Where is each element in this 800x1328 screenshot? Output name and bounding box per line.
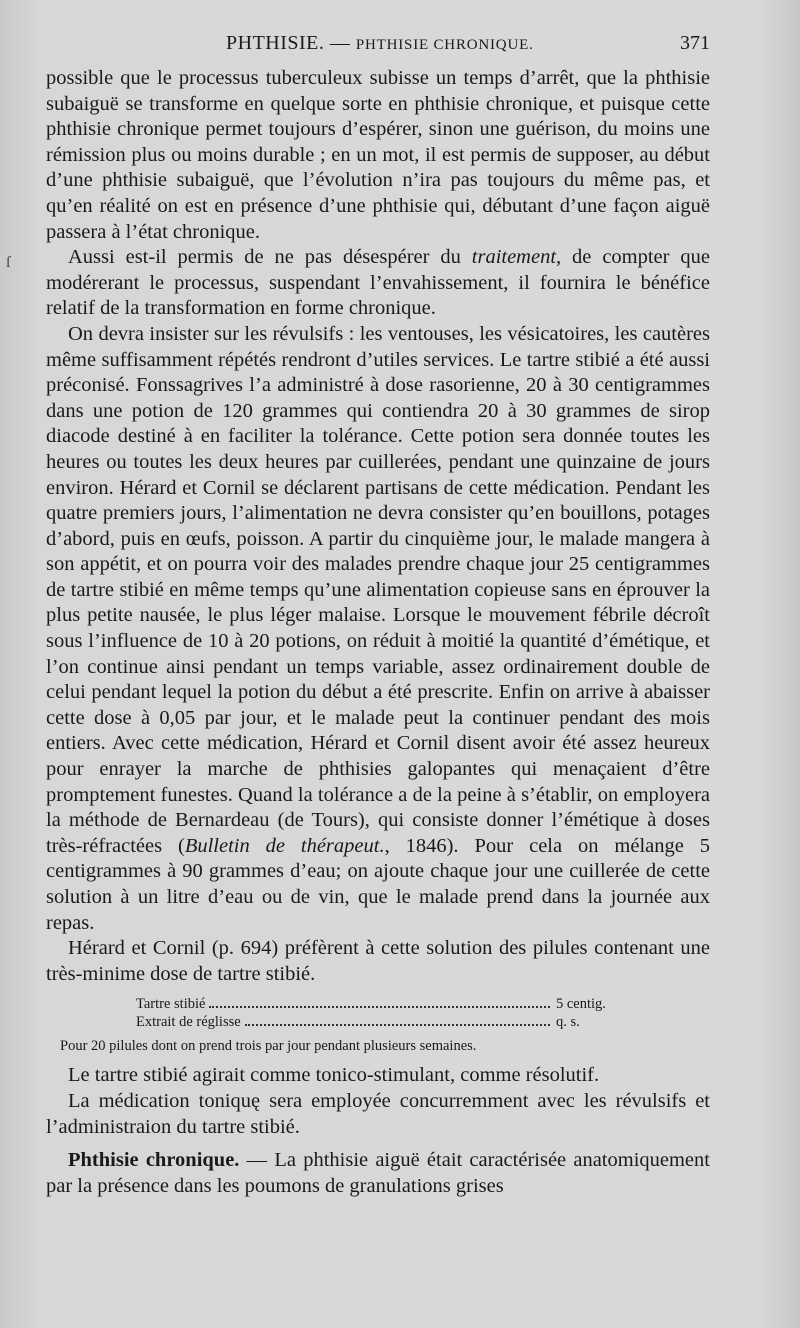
paragraph-6: La médication toniquę sera employée concurremment avec les révulsifs et l’administraion du tartre stibié. [46, 1089, 710, 1138]
recipe-row [136, 995, 616, 1013]
recipe-quantity: q. s. [556, 1014, 580, 1031]
paragraph-2 [46, 245, 710, 322]
paragraph-3-end: , 1846). Pour cela on mélange 5 centigrammes à 90 grammes d’eau; on ajoute chaque jour une cuillerée de cette solution à un litre d’eau ou de vin, que le malade prend dans la journée aux repas. [46, 834, 710, 934]
paragraph-1: possible que le processus tuberculeux subisse un temps d’arrêt, que la phthisie subaiguë se transforme en quelque sorte en phthisie chronique, et puisque cette phthisie chronique permet toujours d’espérer, sinon une guérison, du moins une rémission plus ou moins durable ; en un mot, il est permis de supposer, au début d’une phthisie subaiguë, que l’évolution n’ira pas toujours du même pas, et qu’en réalité on est en présence d’une phthisie qui, débutant d’une façon aiguë passera à l’état chronique. [46, 67, 710, 243]
paragraph-3-main: On devra insister sur les révulsifs : les ventouses, les vésicatoires, les cautères même suffisamment répétés rendront d’utiles services. Le tartre stibié a été aussi préconisé. Fonssagrives l’a administré à dose rasorienne, 20 à 30 centigrammes dans une potion de 120 grammes qui contiendra 20 à 30 grammes de sirop diacode destiné à en faciliter la tolérance. Cette potion sera donnée toutes les heures ou toutes les deux heures par cuillerées, pendant une quinzaine de jours environ. Hérard et Cornil se déclarent partisans de cette médication. Pendant les quatre premiers jours, l’alimentation ne devra consister qu’en bouillons, potages d’abord, puis en œufs, poisson. A partir du cinquième jour, le malade mangera à son appétit, et on pourra voir des malades prendre chaque jour 25 centigrammes de tartre stibié en même temps qu’une alimentation copieuse sans en éprouver la plus petite nausée, le plus léger malaise. Lorsque le mouvement fébrile décroît sous l’influence de 10 à 20 potions, on réduit à moitié la quantité d’émétique, et l’on continue ainsi pendant un temps variable, assez ordinairement double de celui pendant lequel la potion du début a été prescrite. Enfin on arrive à abaisser cette dose à 0,05 par jour, et le malade peut la continuer pendant des mois entiers. Avec cette médication, Hérard et Cornil disent avoir été assez heureux pour enrayer la marche de phthisies galopantes qui menaçaient d’être promptement funestes. Quand la tolérance a de la peine à s’établir, on employera la méthode de Bernardeau (de Tours), qui consiste donner l’émétique à doses très-réfractées ( [46, 322, 710, 857]
paragraph-4: Hérard et Cornil (p. 694) préfèrent à cette solution des pilules contenant une très-minime dose de tartre stibié. [46, 937, 710, 985]
recipe [46, 995, 710, 1055]
paragraph-2-end: , de compter que modérerant le processus, suspendant l’envahissement, il fournira le bénéfice relatif de la transformation en forme chronique. [46, 246, 710, 320]
recipe-ingredient: Tartre stibié [136, 996, 206, 1013]
page-body [46, 66, 710, 1199]
recipe-note: Pour 20 pilules dont on prend trois par jour pendant plusieurs semaines. [60, 1038, 477, 1055]
section-heading: Phthisie chronique. [68, 1149, 240, 1172]
paragraph-7-text: — La phthisie aiguë était caractérisée anatomiquement par la présence dans les poumons de granulations grises [46, 1149, 710, 1197]
page-number: 371 [680, 32, 710, 54]
recipe-ingredient: Extrait de réglisse [136, 1014, 241, 1031]
running-title-sub: PHTHISIE CHRONIQUE. [355, 37, 534, 53]
recipe-row [136, 1013, 616, 1031]
running-title-main: PHTHISIE. — [226, 32, 351, 54]
paragraph-3 [46, 322, 710, 936]
paragraph-2-start: Aussi est-il permis de ne pas désespérer du [68, 246, 472, 269]
leader-dots [245, 1024, 550, 1026]
page-header [46, 30, 710, 60]
leader-dots [209, 1006, 550, 1008]
running-title [226, 32, 534, 55]
paragraph-7 [46, 1148, 710, 1199]
margin-mark: ſ [6, 254, 11, 271]
paragraph-3-citation: Bulletin de thérapeut. [184, 834, 385, 857]
recipe-quantity: 5 centig. [556, 996, 606, 1013]
paragraph-5: Le tartre stibié agirait comme tonico-stimulant, comme résolutif. [68, 1064, 600, 1087]
paragraph-2-emphasis: traitement [471, 246, 557, 269]
